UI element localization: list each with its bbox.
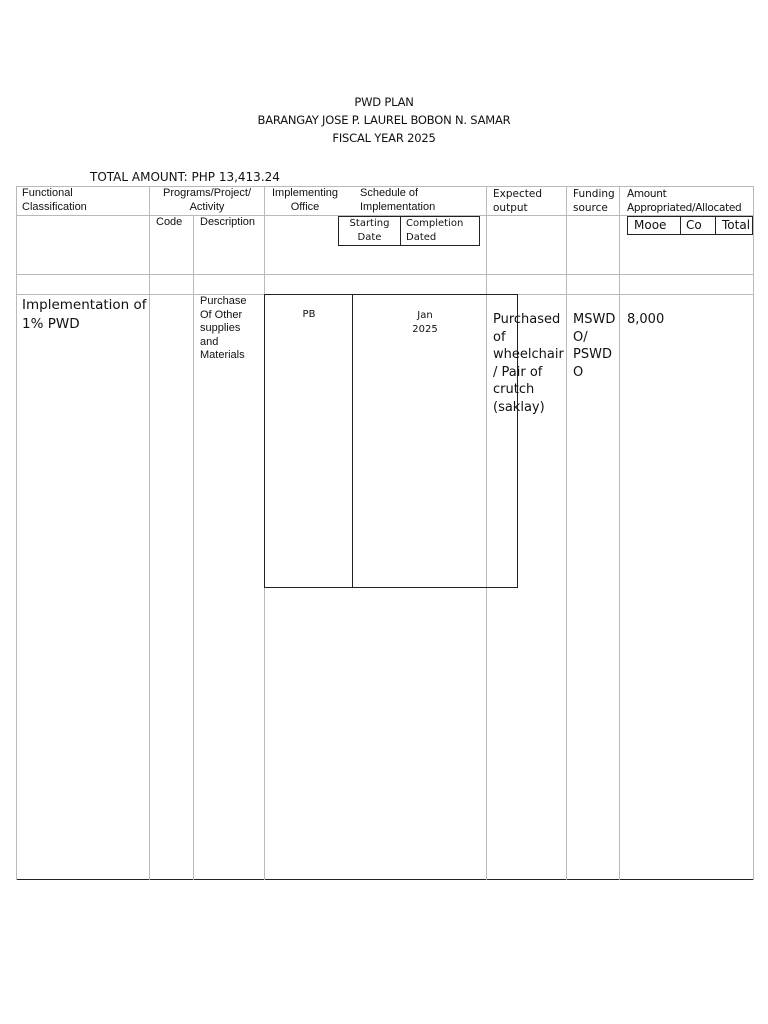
subheader-code: Code [156, 216, 183, 228]
header-implementing-office: Implementing Office [271, 187, 339, 213]
implementation-box [264, 294, 518, 588]
fiscal-year: FISCAL YEAR 2025 [332, 131, 436, 145]
subheader-mooe: Mooe [634, 218, 667, 232]
subheader-completion-dated: Completion Dated [406, 218, 464, 243]
subheader-description: Description [200, 216, 256, 228]
row-implementing-office: PB [302, 309, 316, 320]
total-amount: TOTAL AMOUNT: PHP 13,413.24 [90, 170, 280, 184]
header-expected-output: Expected output [493, 188, 542, 214]
row-funding-source: MSWD O/ PSWD O [573, 312, 616, 380]
subheader-total: Total [722, 218, 751, 232]
row-amount: 8,000 [627, 312, 665, 327]
plan-title: PWD PLAN [354, 95, 414, 109]
row-schedule-start: Jan 2025 [412, 310, 438, 335]
barangay-subtitle: BARANGAY JOSE P. LAUREL BOBON N. SAMAR [257, 113, 511, 127]
row-expected-output: Purchased of wheelchair / Pair of crutch (saklay) [493, 312, 564, 415]
row-functional-classification: Implementation of 1% PWD [22, 297, 147, 332]
header-funding-source: Funding source [573, 188, 615, 214]
subheader-starting-date: Starting Date [349, 218, 390, 243]
header-schedule-of-implementation: Schedule of Implementation [360, 187, 436, 213]
header-functional-classification: Functional Classification [22, 187, 87, 213]
row-description: Purchase Of Other supplies and Materials [200, 295, 247, 361]
subheader-co: Co [686, 218, 702, 232]
header-programs-project-activity: Programs/Project/ Activity [162, 187, 252, 213]
header-amount-appropriated: Amount Appropriated/Allocated [627, 188, 742, 214]
